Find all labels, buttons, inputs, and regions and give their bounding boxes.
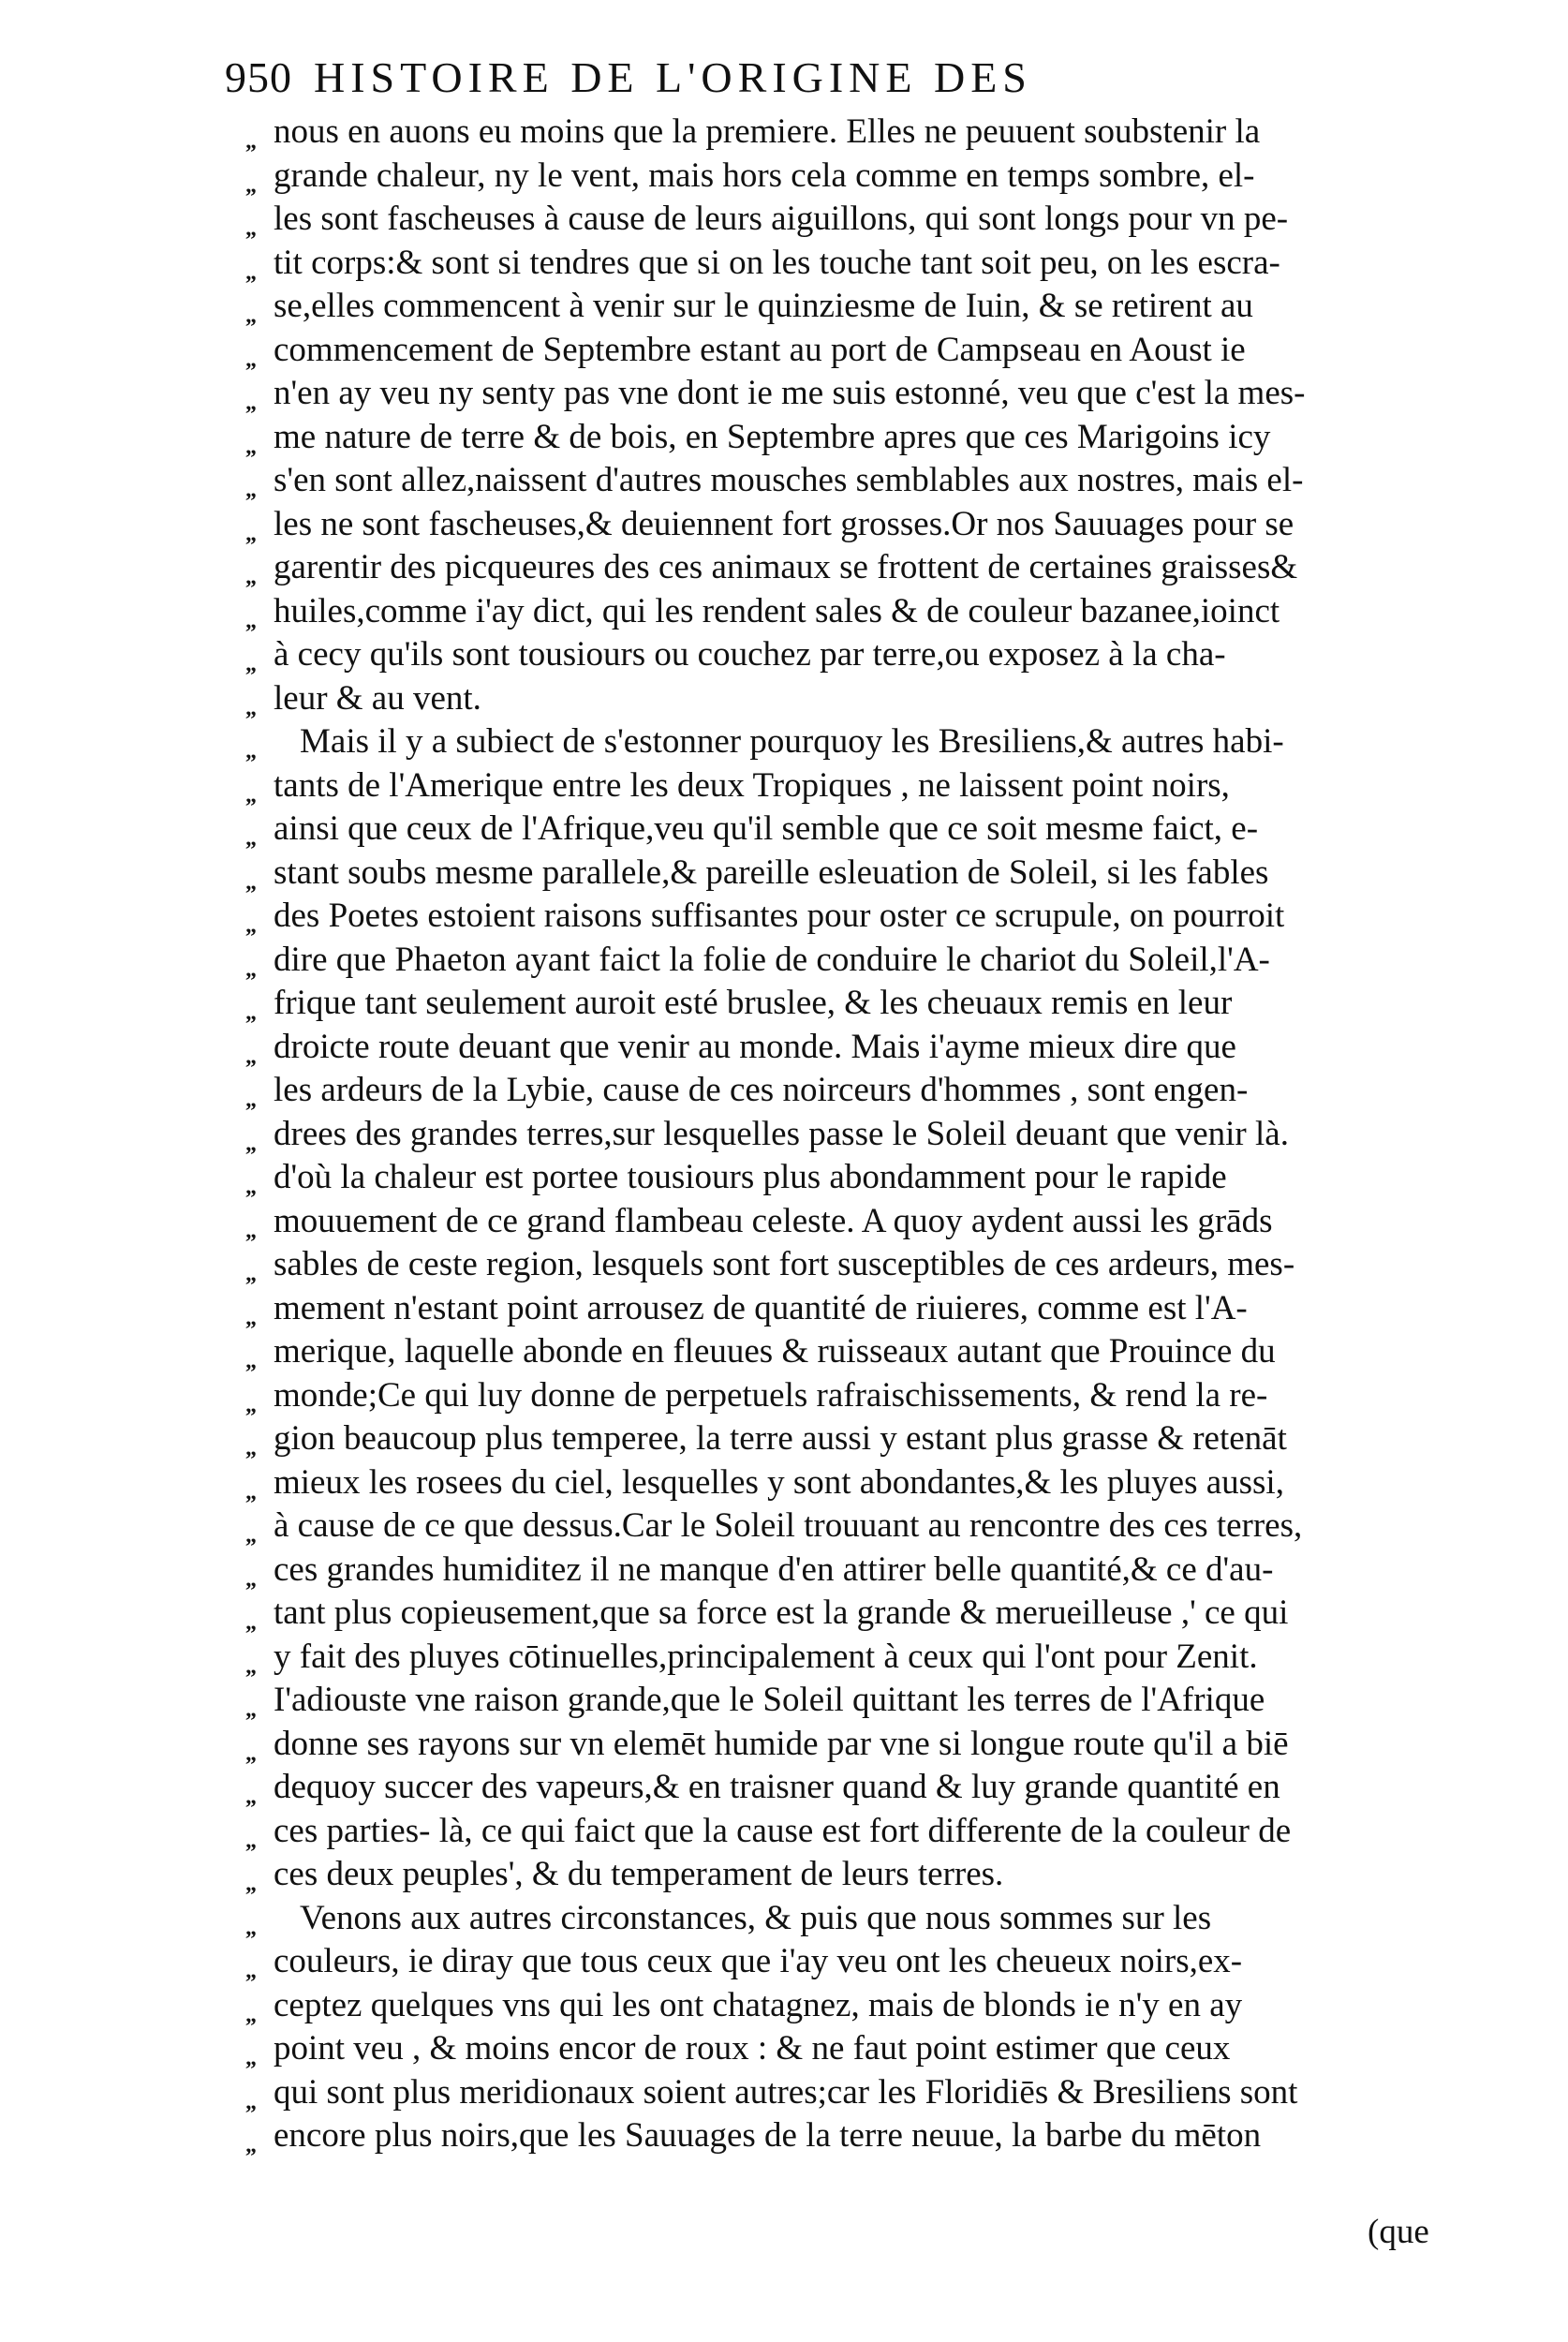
text-line: les ardeurs de la Lybie, cause de ces noirceurs d'hommes , sont engen-: [274, 1071, 1249, 1109]
quote-mark: „: [245, 782, 257, 808]
text-line: me nature de terre & de bois, en Septembre apres que ces Marigoins icy: [274, 417, 1271, 456]
catchword: (que: [1368, 2213, 1429, 2251]
quote-mark: „: [245, 2046, 257, 2070]
quote-mark: „: [245, 956, 257, 982]
page-number: 950: [225, 53, 292, 101]
quote-mark: „: [245, 1915, 257, 1940]
quote-mark: „: [245, 1305, 257, 1330]
text-line: sables de ceste region, lesquels sont fort susceptibles de ces ardeurs, mes-: [274, 1245, 1295, 1283]
text-line: d'où la chaleur est portee tousiours plus abondamment pour le rapide: [274, 1158, 1227, 1196]
quote-mark: „: [245, 1785, 257, 1809]
text-line: tant plus copieusement,que sa force est la grande & merueilleuse ,' ce qui: [274, 1593, 1289, 1632]
text-line: stant soubs mesme parallele,& pareille esleuation de Soleil, si les fables: [274, 852, 1269, 892]
text-line: gion beaucoup plus temperee, la terre aussi y estant plus grasse & retenāt: [274, 1419, 1287, 1458]
text-line: droicte route deuant que venir au monde. Mais i'ayme mieux dire que: [274, 1027, 1236, 1066]
text-line: ainsi que ceux de l'Afrique,veu qu'il semble que ce soit mesme faict, e-: [274, 809, 1259, 848]
quote-mark: „: [245, 172, 257, 198]
text-line: se,elles commencent à venir sur le quinziesme de Iuin, & se retirent au: [274, 287, 1253, 325]
text-line: I'adiouste vne raison grande,que le Soleil quittant les terres de l'Afrique: [274, 1681, 1265, 1719]
quote-mark: „: [245, 1088, 257, 1112]
text-line: des Poetes estoient raisons suffisantes pour oster ce scrupule, on pourroit: [274, 897, 1285, 935]
quote-mark: „: [245, 1653, 257, 1679]
text-line: dequoy succer des vapeurs,& en traisner quand & luy grande quantité en: [274, 1768, 1280, 1806]
quote-mark: „: [245, 1828, 257, 1853]
text-line: garentir des picqueures des ces animaux se frottent de certaines graisses&: [274, 548, 1298, 586]
quote-mark: „: [245, 1218, 257, 1243]
quote-mark: „: [245, 2002, 257, 2027]
quote-mark: „: [245, 521, 257, 546]
quote-mark: „: [245, 1741, 257, 1766]
quote-mark: „: [245, 347, 257, 372]
body-text: [274, 111, 1433, 2158]
quote-mark: „: [245, 1392, 257, 1417]
quote-mark: „: [245, 913, 257, 938]
text-line: merique, laquelle abonde en fleuues & ruisseaux autant que Prouince du: [274, 1332, 1276, 1371]
text-line: mouuement de ce grand flambeau celeste. A quoy aydent aussi les grāds: [274, 1201, 1273, 1240]
text-line: commencement de Septembre estant au port de Campseau en Aoust ie: [274, 330, 1246, 369]
text-line: n'en ay veu ny senty pas vne dont ie me suis estonné, veu que c'est la mes-: [274, 374, 1306, 412]
quote-mark: „: [245, 695, 257, 720]
quote-mark: „: [245, 2089, 257, 2114]
quote-mark: „: [245, 304, 257, 328]
text-line: tit corps:& sont si tendres que si on les touche tant soit peu, on les escra-: [274, 243, 1280, 282]
quote-mark: „: [245, 478, 257, 502]
text-line: drees des grandes terres,sur lesquelles passe le Soleil deuant que venir là.: [274, 1114, 1289, 1153]
quote-mark: „: [245, 565, 257, 589]
page-header: [225, 45, 1330, 111]
text-line: ces parties- là, ce qui faict que la cause est fort differente de la couleur de: [274, 1811, 1292, 1850]
quote-mark: „: [245, 2133, 257, 2157]
text-line: qui sont plus meridionaux soient autres;car les Floridiēs & Bresiliens sont: [274, 2072, 1298, 2112]
quote-mark: „: [245, 1872, 257, 1896]
quote-mark: „: [245, 1044, 257, 1069]
quote-mark: „: [245, 739, 257, 763]
quote-mark: „: [245, 259, 257, 285]
text-line: mement n'estant point arrousez de quantité de riuieres, comme est l'A-: [274, 1288, 1248, 1327]
text-line: grande chaleur, ny le vent, mais hors cela comme en temps sombre, el-: [274, 156, 1255, 195]
text-line: ces deux peuples', & du temperament de leurs terres.: [274, 1855, 1004, 1893]
quote-mark: „: [245, 1566, 257, 1592]
text-line: ceptez quelques vns qui les ont chatagnez, mais de blonds ie n'y en ay: [274, 1985, 1243, 2024]
quote-mark: „: [245, 1479, 257, 1505]
text-line: Venons aux autres circonstances, & puis que nous sommes sur les: [300, 1898, 1212, 1937]
text-line: monde;Ce qui luy donne de perpetuels rafraischissements, & rend la re-: [274, 1375, 1268, 1415]
quote-mark: „: [245, 1523, 257, 1548]
text-line: leur & au vent.: [274, 678, 481, 718]
text-line: couleurs, ie diray que tous ceux que i'ay veu ont les cheueux noirs,ex-: [274, 1942, 1243, 1980]
text-line: tants de l'Amerique entre les deux Tropiques , ne laissent point noirs,: [274, 765, 1230, 805]
text-line: à cause de ce que dessus.Car le Soleil trouuant au rencontre des ces terres,: [274, 1506, 1303, 1545]
text-line: point veu , & moins encor de roux : & ne faut point estimer que ceux: [274, 2029, 1231, 2068]
quote-mark: „: [245, 652, 257, 676]
quote-mark: „: [245, 1001, 257, 1025]
running-title: HISTOIRE DE L'ORIGINE DES: [314, 53, 1032, 101]
quote-mark: „: [245, 1959, 257, 1983]
quote-mark: „: [245, 1436, 257, 1460]
quote-mark: „: [245, 1175, 257, 1199]
quote-mark: „: [245, 1610, 257, 1635]
text-line: les ne sont fascheuses,& deuiennent fort grosses.Or nos Sauuages pour se: [274, 504, 1294, 543]
text-line: ces grandes humiditez il ne manque d'en attirer belle quantité,& ce d'au-: [274, 1549, 1274, 1589]
text-line: encore plus noirs,que les Sauuages de la terre neuue, la barbe du mēton: [274, 2116, 1262, 2155]
text-line: frique tant seulement auroit esté bruslee, & les cheuaux remis en leur: [274, 984, 1233, 1022]
quote-mark: „: [245, 1262, 257, 1286]
text-line: les sont fascheuses à cause de leurs aiguillons, qui sont longs pour vn pe-: [274, 200, 1289, 238]
text-line: mieux les rosees du ciel, lesquelles y sont abondantes,& les pluyes aussi,: [274, 1462, 1284, 1502]
quote-mark: „: [245, 216, 257, 241]
quote-mark: „: [245, 391, 257, 415]
text-line: Mais il y a subiect de s'estonner pourquoy les Bresiliens,& autres habi-: [300, 722, 1284, 761]
text-line: dire que Phaeton ayant faict la folie de conduire le chariot du Soleil,l'A-: [274, 940, 1270, 979]
text-line: s'en sont allez,naissent d'autres mousches semblables aux nostres, mais el-: [274, 461, 1304, 499]
quote-mark: „: [245, 608, 257, 633]
text-line: y fait des pluyes cōtinuelles,principalement à ceux qui l'ont pour Zenit.: [274, 1637, 1258, 1676]
quote-mark: „: [245, 1131, 257, 1156]
quote-mark: „: [245, 826, 257, 851]
text-line: huiles,comme i'ay dict, qui les rendent sales & de couleur bazanee,ioinct: [274, 591, 1280, 630]
text-line: nous en auons eu moins que la premiere. Elles ne peuuent soubstenir la: [274, 112, 1261, 151]
quote-mark: „: [245, 1349, 257, 1373]
quote-mark: „: [245, 869, 257, 895]
text-line: donne ses rayons sur vn elemēt humide par vne si longue route qu'il a biē: [274, 1724, 1289, 1763]
quote-mark: „: [245, 434, 257, 459]
quote-mark: „: [245, 1697, 257, 1722]
quote-mark: „: [245, 129, 257, 154]
text-line: à cecy qu'ils sont tousiours ou couchez par terre,ou exposez à la cha-: [274, 635, 1226, 674]
